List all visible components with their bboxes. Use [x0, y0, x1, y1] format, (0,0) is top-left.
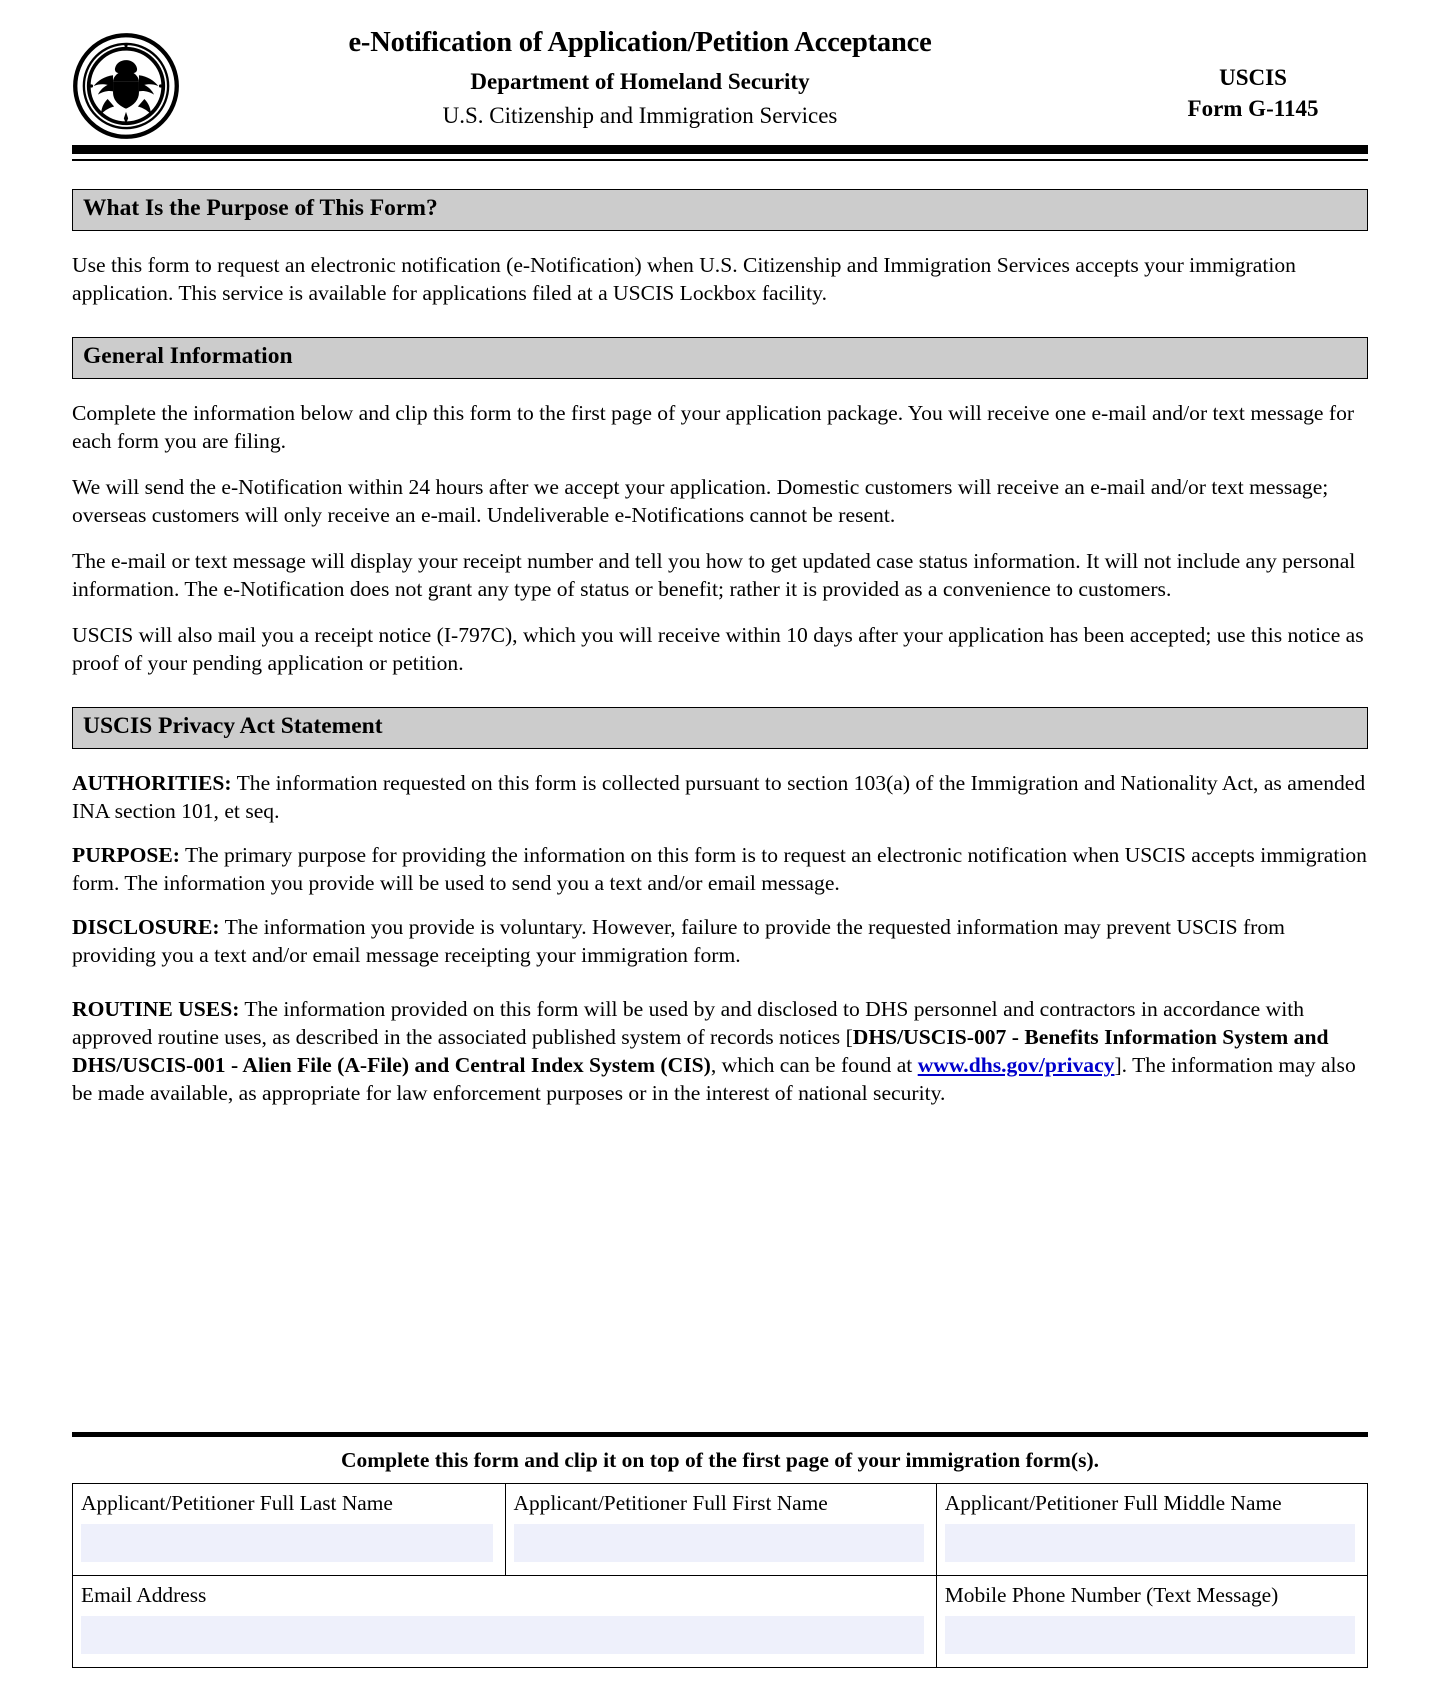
cell-middle-name: [936, 1484, 1367, 1576]
bottom-form-area: [72, 1432, 1368, 1668]
routine-uses-text-3: ]. The information may also be made available, as appropriate for law enforcement purposes or in the interest of national security.: [72, 1053, 1356, 1106]
page-title: e-Notification of Application/Petition Acceptance: [348, 27, 932, 58]
header-rule-thin: [72, 159, 1368, 161]
authorities-text: The information requested on this form is collected pursuant to section 103(a) of the Immigration and Nationality Act, as amended INA section 101, et seq.: [72, 770, 1366, 823]
privacy-purpose: [72, 841, 1368, 897]
header-titles: [200, 26, 1080, 131]
routine-uses-text-2: , which can be found at: [710, 1053, 918, 1078]
document-body: [0, 189, 1440, 1107]
label-mobile-phone: Mobile Phone Number (Text Message): [944, 1583, 1279, 1607]
input-mobile-phone[interactable]: [945, 1616, 1355, 1654]
label-middle-name: Applicant/Petitioner Full Middle Name: [944, 1491, 1282, 1515]
disclosure-text: The information you provide is voluntary. However, failure to provide the requested information may prevent USCIS from providing you a text and/or email message receipting your immigration form.: [72, 915, 1285, 968]
general-paragraph-2: We will send the e-Notification within 24 hours after we accept your application. Domestic customers will receive an e-mail and/or text message; overseas customers will only receive an e-mail. Undeliverable e-Notifications cannot be resent.: [72, 474, 1329, 527]
dhs-seal-icon: [72, 32, 180, 140]
table-row: [73, 1576, 1368, 1668]
label-email-address: Email Address: [81, 1583, 207, 1607]
section-heading-privacy: USCIS Privacy Act Statement: [72, 707, 1368, 749]
purpose-paragraph: Use this form to request an electronic notification (e-Notification) when U.S. Citizenship and Immigration Services accepts your immigration application. This service is available for applications filed at a USCIS Lockbox facility.: [72, 252, 1296, 305]
routine-uses-systems: DHS/USCIS-007 - Benefits Information System and DHS/USCIS-001 - Alien File (A-File) and Central Index System (CIS): [72, 1025, 1329, 1078]
bottom-separator-rule: [72, 1432, 1368, 1437]
disclosure-label: DISCLOSURE:: [72, 915, 220, 940]
label-last-name: Applicant/Petitioner Full Last Name: [81, 1491, 393, 1515]
section-heading-purpose: What Is the Purpose of This Form?: [72, 189, 1368, 231]
header-rule-thick: [72, 145, 1368, 154]
input-first-name[interactable]: [514, 1524, 924, 1562]
department-line: Department of Homeland Security: [470, 69, 810, 95]
general-paragraph-3: The e-mail or text message will display your receipt number and tell you how to get updated case status information. It will not include any personal information. The e-Notification does not grant any type of status or benefit; rather it is provided as a convenience to customers.: [72, 548, 1356, 601]
agency-line: U.S. Citizenship and Immigration Services: [442, 102, 838, 128]
applicant-fields-table: [72, 1483, 1368, 1668]
form-identifier: [1138, 62, 1368, 124]
cell-first-name: [505, 1484, 936, 1576]
privacy-disclosure: [72, 913, 1368, 969]
privacy-routine-uses: [72, 995, 1368, 1107]
dhs-privacy-link[interactable]: www.dhs.gov/privacy: [917, 1053, 1115, 1078]
general-paragraph-4: USCIS will also mail you a receipt notice (I-797C), which you will receive within 10 days after your application has been accepted; use this notice as proof of your pending application or petition.: [72, 622, 1364, 675]
label-first-name: Applicant/Petitioner Full First Name: [513, 1491, 828, 1515]
purpose-text: The primary purpose for providing the information on this form is to request an electronic notification when USCIS accepts immigration form. The information you provide will be used to send you a text and/or email message.: [72, 842, 1367, 895]
cell-email-address: [73, 1576, 937, 1668]
document-header: [0, 0, 1440, 145]
cell-last-name: [73, 1484, 506, 1576]
agency-abbrev: USCIS: [1219, 65, 1287, 90]
routine-uses-text-1: The information provided on this form will be used by and disclosed to DHS personnel and contractors in accordance with approved routine uses, as described in the associated published system of records notices [: [72, 997, 1305, 1050]
routine-uses-label: ROUTINE USES:: [72, 997, 240, 1022]
clip-instruction: Complete this form and clip it on top of the first page of your immigration form(s).: [341, 1448, 1099, 1473]
privacy-authorities: [72, 769, 1368, 825]
purpose-label: PURPOSE:: [72, 842, 180, 867]
general-paragraph-1: Complete the information below and clip this form to the first page of your application package. You will receive one e-mail and/or text message for each form you are filing.: [72, 400, 1355, 453]
input-middle-name[interactable]: [945, 1524, 1355, 1562]
cell-mobile-phone: [936, 1576, 1367, 1668]
section-heading-general: General Information: [72, 337, 1368, 379]
input-email-address[interactable]: [81, 1616, 924, 1654]
table-row: [73, 1484, 1368, 1576]
form-number: Form G-1145: [1187, 96, 1319, 122]
input-last-name[interactable]: [81, 1524, 493, 1562]
authorities-label: AUTHORITIES:: [72, 770, 232, 795]
